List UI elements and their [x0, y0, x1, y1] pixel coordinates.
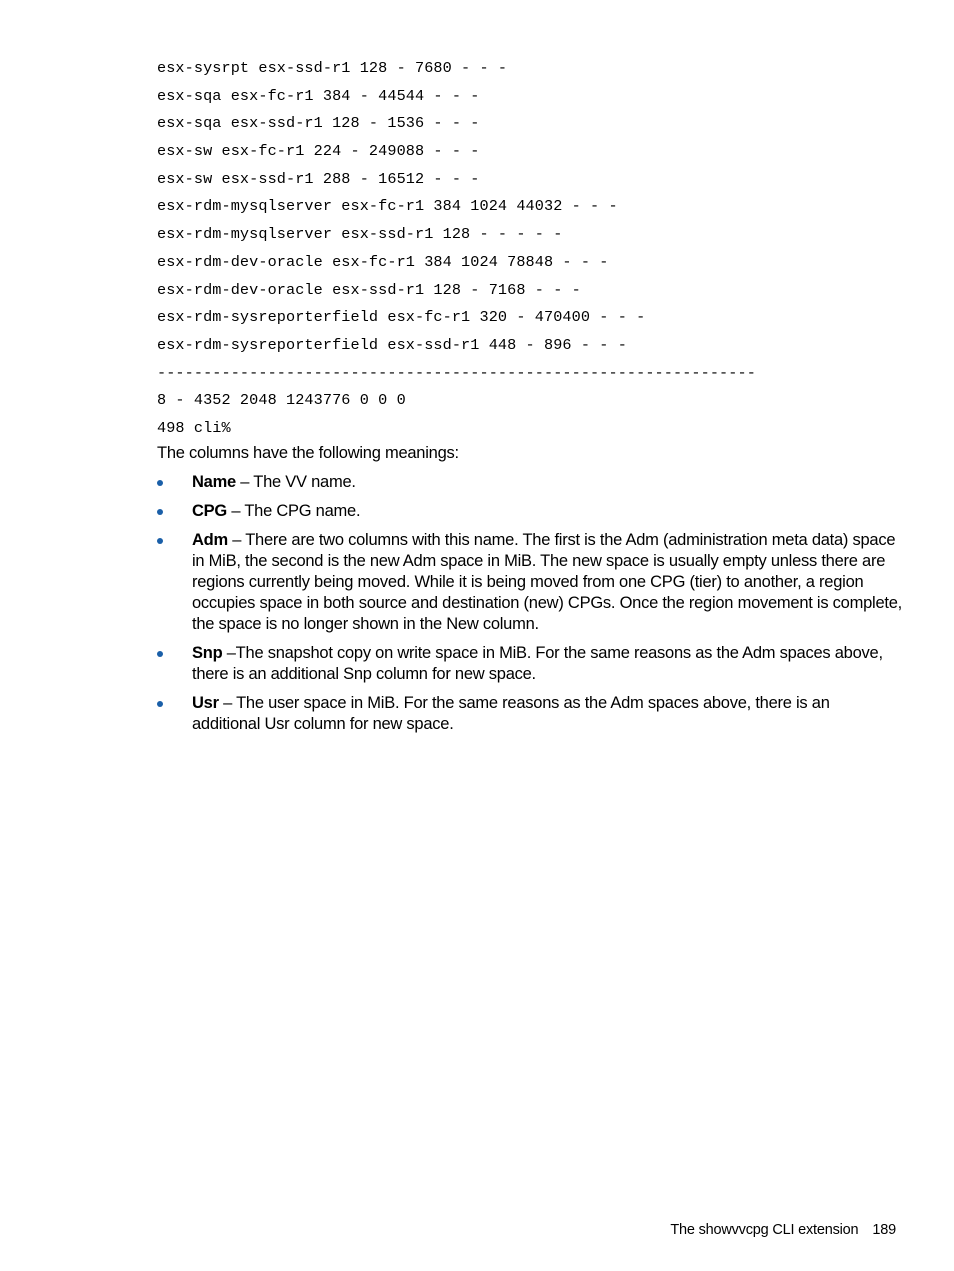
bullet-icon	[157, 651, 163, 657]
list-item-cpg	[157, 501, 902, 522]
page-number: 189	[872, 1222, 896, 1238]
list-item-adm	[157, 530, 902, 635]
code-prompt-line: 498 cli%	[157, 418, 231, 437]
term-description: – The user space in MiB. For the same reasons as the Adm spaces above, there is an additional Usr column for new space.	[192, 694, 830, 733]
list-item-snp	[157, 643, 902, 685]
term-label: Name	[192, 473, 236, 491]
bullet-icon	[157, 538, 163, 544]
term-description: – There are two columns with this name. The first is the Adm (administration meta data) space in MiB, the second is the new Adm space in MiB. The new space is usually empty unless there are regions currently being moved. While it is being moved from one CPG (tier) to another, a region occupies space in both source and destination (new) CPGs. Once the region movement is complete, the space is no longer shown in the New column.	[192, 531, 902, 633]
term-label: Snp	[192, 644, 223, 662]
term-label: CPG	[192, 502, 228, 520]
code-line: esx-rdm-dev-oracle esx-ssd-r1 128 - 7168 - - -	[157, 280, 581, 299]
term-description: – The CPG name.	[227, 502, 361, 520]
code-line: esx-rdm-mysqlserver esx-ssd-r1 128 - - - - -	[157, 225, 563, 244]
bullet-icon	[157, 701, 163, 707]
code-line: esx-sqa esx-fc-r1 384 - 44544 - - -	[157, 86, 480, 105]
code-line: esx-sw esx-ssd-r1 288 - 16512 - - -	[157, 169, 480, 188]
code-line: esx-sqa esx-ssd-r1 128 - 1536 - - -	[157, 114, 480, 133]
bullet-icon	[157, 480, 163, 486]
term-label: Adm	[192, 531, 228, 549]
code-line: esx-sysrpt esx-ssd-r1 128 - 7680 - - -	[157, 59, 508, 77]
code-totals-line: 8 - 4352 2048 1243776 0 0 0	[157, 391, 406, 410]
code-line: esx-rdm-sysreporterfield esx-fc-r1 320 - 470400 - - -	[157, 308, 646, 327]
term-description: – The VV name.	[235, 473, 356, 491]
code-line: esx-rdm-sysreporterfield esx-ssd-r1 448 - 896 - - -	[157, 335, 627, 354]
code-line: esx-sw esx-fc-r1 224 - 249088 - - -	[157, 142, 480, 161]
term-description: –The snapshot copy on write space in MiB. For the same reasons as the Adm spaces above, there is an additional Snp column for new space.	[192, 644, 883, 683]
bullet-icon	[157, 509, 163, 515]
code-line: esx-rdm-mysqlserver esx-fc-r1 384 1024 44032 - - -	[157, 197, 618, 216]
column-meanings-list	[157, 472, 902, 743]
code-line: esx-rdm-dev-oracle esx-fc-r1 384 1024 78848 - - -	[157, 252, 609, 271]
code-separator-line: -----------------------------------------------------------------	[157, 363, 756, 382]
list-item-name	[157, 472, 902, 493]
cli-output-block	[157, 55, 897, 443]
term-label: Usr	[192, 694, 219, 712]
columns-intro-text: The columns have the following meanings:	[157, 444, 459, 462]
page-footer	[670, 1222, 896, 1238]
footer-section-title: The showvvcpg CLI extension	[670, 1222, 859, 1238]
list-item-usr	[157, 693, 902, 735]
